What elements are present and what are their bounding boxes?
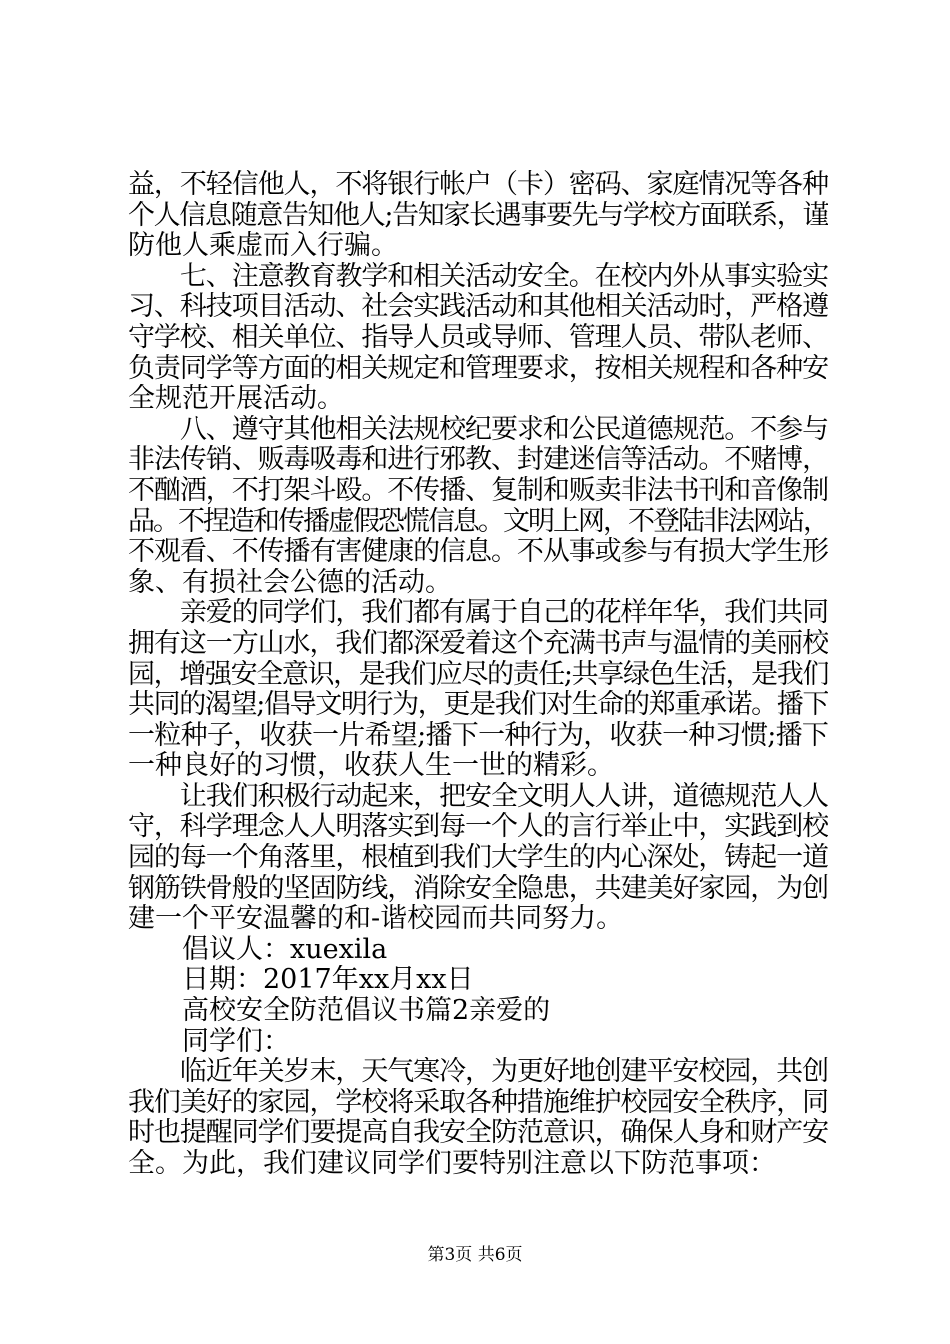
text-line: 让我们积极行动起来，把安全文明人人讲，道德规范人人 (128, 781, 828, 812)
text-line: 倡议人：xuexila (128, 934, 388, 965)
text-line: 共同的渴望;倡导文明行为，更是我们对生命的郑重承诺。播下 (128, 690, 828, 721)
text-line: 品。不捏造和传播虚假恐慌信息。文明上网，不登陆非法网站， (128, 506, 828, 537)
text-line: 不观看、不传播有害健康的信息。不从事或参与有损大学生形 (128, 537, 828, 568)
text-line: 七、注意教育教学和相关活动安全。在校内外从事实验实 (128, 261, 828, 292)
text-line: 建一个平安温馨的和-谐校园而共同努力。 (128, 904, 624, 935)
text-line: 个人信息随意告知他人;告知家长遇事要先与学校方面联系，谨 (128, 200, 828, 231)
text-line: 园，增强安全意识，是我们应尽的责任;共享绿色生活，是我们 (128, 659, 828, 690)
text-line: 高校安全防范倡议书篇2亲爱的 (128, 996, 551, 1027)
text-line: 益，不轻信他人，不将银行帐户（卡）密码、家庭情况等各种 (128, 170, 828, 200)
text-line: 守学校、相关单位、指导人员或导师、管理人员、带队老师、 (128, 322, 828, 353)
text-line: 亲爱的同学们，我们都有属于自己的花样年华，我们共同 (128, 598, 828, 629)
text-line: 负责同学等方面的相关规定和管理要求，按相关规程和各种安 (128, 353, 828, 384)
text-line: 一种良好的习惯，收获人生一世的精彩。 (128, 751, 614, 782)
text-line: 守，科学理念人人明落实到每一个人的言行举止中，实践到校 (128, 812, 828, 843)
text-line: 时也提醒同学们要提高自我安全防范意识，确保人身和财产安 (128, 1118, 828, 1149)
text-line: 同学们： (128, 1026, 290, 1057)
text-line: 我们美好的家园，学校将采取各种措施维护校园安全秩序，同 (128, 1087, 828, 1118)
text-line: 一粒种子，收获一片希望;播下一种行为，收获一种习惯;播下 (128, 720, 828, 751)
text-line: 不酗酒，不打架斗殴。不传播、复制和贩卖非法书刊和音像制 (128, 475, 828, 506)
text-line: 拥有这一方山水，我们都深爱着这个充满书声与温情的美丽校 (128, 628, 828, 659)
text-line: 全。为此，我们建议同学们要特别注意以下防范事项： (128, 1149, 776, 1179)
text-line: 全规范开展活动。 (128, 384, 344, 415)
text-line: 八、遵守其他相关法规校纪要求和公民道德规范。不参与 (128, 414, 828, 445)
body-text (128, 170, 828, 1180)
text-line: 防他人乘虚而入行骗。 (128, 231, 398, 262)
text-line: 临近年关岁末，天气寒冷，为更好地创建平安校园，共创 (128, 1057, 828, 1088)
text-line: 日期：2017年xx月xx日 (128, 965, 474, 996)
text-line: 非法传销、贩毒吸毒和进行邪教、封建迷信等活动。不赌博， (128, 445, 828, 476)
text-line: 钢筋铁骨般的坚固防线，消除安全隐患，共建美好家园，为创 (128, 873, 828, 904)
page-footer: 第3页 共6页 (427, 1245, 523, 1265)
text-line: 园的每一个角落里，根植到我们大学生的内心深处，铸起一道 (128, 843, 828, 874)
text-line: 象、有损社会公德的活动。 (128, 567, 452, 598)
text-line: 习、科技项目活动、社会实践活动和其他相关活动时，严格遵 (128, 292, 828, 323)
